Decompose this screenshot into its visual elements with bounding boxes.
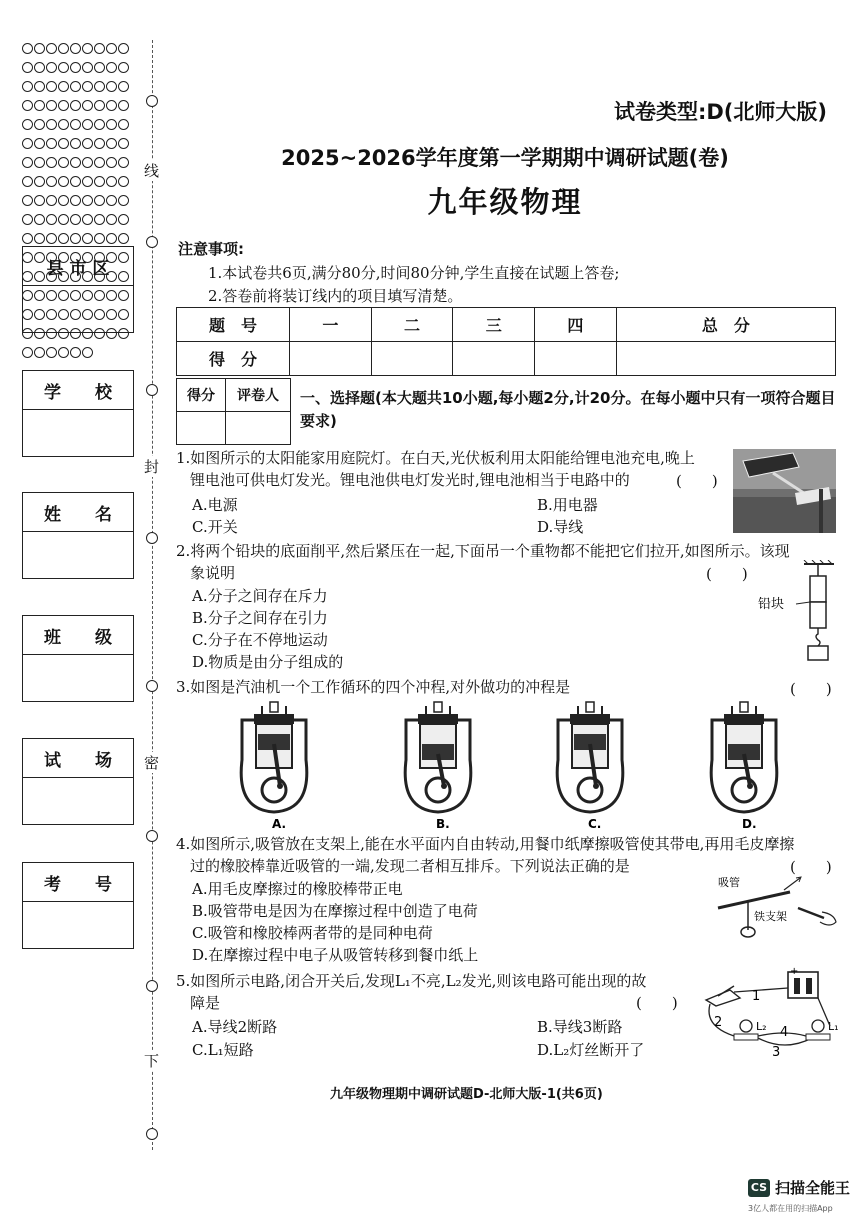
perforation-dot [58, 119, 69, 130]
perforation-dot [34, 119, 45, 130]
page-footer: 九年级物理期中调研试题D-北师大版-1(共6页) [330, 1087, 603, 1102]
engine-stroke-3 [557, 702, 623, 831]
score-header-cell: 四 [535, 308, 617, 342]
option[interactable]: B.分子之间存在引力 [192, 609, 328, 627]
perforation-dot [34, 62, 45, 73]
perforation-dot [46, 138, 57, 149]
perforation-dot [82, 119, 93, 130]
perforation-dot [118, 119, 129, 130]
info-label: 班 级 [23, 616, 133, 655]
perforation-dot [46, 195, 57, 206]
grader-label: 评卷人 [226, 379, 291, 412]
scanner-logo-icon: CS [748, 1179, 770, 1197]
perforation-dot [46, 119, 57, 130]
question-5-stem [176, 970, 716, 1014]
notes-heading: 注意事项: [178, 240, 244, 258]
figure-label: 4 [780, 1025, 789, 1040]
option[interactable]: B.导线3断路 [537, 1018, 623, 1036]
straw-figure [712, 872, 840, 944]
perforation-dot [106, 100, 117, 111]
perforation-dot [82, 347, 93, 358]
perforation-dot [46, 176, 57, 187]
option[interactable]: A.导线2断路 [192, 1018, 278, 1036]
perforation-dot [22, 214, 33, 225]
option[interactable]: D.物质是由分子组成的 [192, 653, 344, 671]
exam-title: 2025~2026学年度第一学期期中调研试题(卷) [281, 146, 729, 170]
answer-paren[interactable]: ( ) [790, 858, 832, 876]
cut-line-hole [146, 384, 158, 396]
cut-line-hole [146, 236, 158, 248]
solar-lamp-photo [733, 449, 836, 533]
stem-line: 1.如图所示的太阳能家用庭院灯。在白天,光伏板利用太阳能给锂电池充电,晚上 [176, 449, 695, 467]
cut-word: 密 [144, 754, 160, 772]
perforation-dot [118, 195, 129, 206]
perforation-dot [70, 214, 81, 225]
score-header-cell: 一 [290, 308, 372, 342]
perforation-dot [118, 100, 129, 111]
info-label: 学 校 [23, 371, 133, 410]
perforation-dot [94, 100, 105, 111]
perforation-dot [46, 100, 57, 111]
figure-label: 2 [714, 1015, 723, 1030]
perforation-dot [94, 43, 105, 54]
perforation-dot [118, 214, 129, 225]
option[interactable]: A.电源 [192, 496, 238, 514]
section-title: 一、选择题(本大题共10小题,每小题2分,计20分。在每小题中只有一项符合题目要求) [300, 389, 836, 430]
stem-line: 4.如图所示,吸管放在支架上,能在水平面内自由转动,用餐巾纸摩擦吸管使其带电,再用毛皮摩擦 [176, 835, 795, 853]
option[interactable]: C.L₁短路 [192, 1041, 254, 1059]
perforation-pattern [22, 40, 140, 230]
grader-score-cell[interactable] [177, 412, 226, 445]
perforation-dot [22, 347, 33, 358]
subject-title: 九年级物理 [427, 185, 583, 219]
cut-line-hole [146, 95, 158, 107]
perforation-dot [106, 119, 117, 130]
perforation-dot [94, 81, 105, 92]
score-cell[interactable] [616, 342, 835, 376]
perforation-dot [34, 347, 45, 358]
perforation-dot [22, 195, 33, 206]
perforation-dot [22, 157, 33, 168]
perforation-dot [118, 62, 129, 73]
perforation-dot [34, 176, 45, 187]
score-row-label: 得 分 [177, 342, 290, 376]
perforation-dot [46, 81, 57, 92]
stem-line: 锂电池可供电灯发光。锂电池供电灯发光时,锂电池相当于电路中的 [190, 471, 630, 489]
figure-label: 1 [752, 989, 761, 1004]
perforation-dot [58, 214, 69, 225]
perforation-dot [70, 347, 81, 358]
stem-line: 2.将两个铅块的底面削平,然后紧压在一起,下面吊一个重物都不能把它们拉开,如图所示。该现 [176, 542, 790, 560]
perforation-dot [70, 195, 81, 206]
perforation-dot [118, 138, 129, 149]
perforation-dot [22, 119, 33, 130]
paper-type: 试卷类型:D(北师大版) [613, 100, 827, 124]
perforation-dot [70, 233, 81, 244]
answer-paren[interactable]: ( ) [790, 680, 832, 698]
engine-strokes-figure [236, 700, 836, 832]
option[interactable]: B.吸管带电是因为在摩擦过程中创造了电荷 [192, 902, 478, 920]
engine-label: C. [588, 817, 602, 831]
perforation-dot [46, 233, 57, 244]
info-box-name[interactable] [22, 492, 134, 579]
answer-paren[interactable]: ( ) [676, 472, 718, 490]
info-fill-area[interactable] [23, 286, 133, 332]
info-box-room[interactable] [22, 738, 134, 825]
perforation-dot [22, 81, 33, 92]
perforation-dot [94, 157, 105, 168]
info-label: 县 市 区 [23, 247, 133, 286]
stem-line: 5.如图所示电路,闭合开关后,发现L₁不亮,L₂发光,则该电路可能出现的故 [176, 972, 647, 990]
grader-cell[interactable] [226, 412, 291, 445]
perforation-dot [70, 43, 81, 54]
answer-paren[interactable]: ( ) [706, 565, 748, 583]
cut-line-hole [146, 980, 158, 992]
scanner-tagline: 3亿人都在用的扫描App [748, 1204, 833, 1213]
score-table [176, 307, 836, 376]
option[interactable]: D.导线 [537, 518, 584, 536]
score-header-cell: 三 [453, 308, 535, 342]
perforation-dot [34, 138, 45, 149]
info-fill-area[interactable] [23, 902, 133, 948]
engine-stroke-4 [711, 702, 777, 831]
perforation-dot [22, 62, 33, 73]
cut-line-hole [146, 1128, 158, 1140]
engine-label: A. [272, 817, 287, 831]
stem-line: 障是 [190, 994, 221, 1012]
perforation-dot [34, 157, 45, 168]
score-cell[interactable] [535, 342, 617, 376]
cut-line-hole [146, 680, 158, 692]
perforation-dot [58, 233, 69, 244]
score-header-cell: 题 号 [177, 308, 290, 342]
question-4-stem [176, 833, 841, 877]
perforation-dot [58, 138, 69, 149]
perforation-dot [58, 100, 69, 111]
question-3-stem: 3.如图是汽油机一个工作循环的四个冲程,对外做功的冲程是 [176, 678, 571, 696]
cut-line-hole [146, 532, 158, 544]
perforation-dot [82, 176, 93, 187]
perforation-dot [34, 100, 45, 111]
perforation-dot [58, 157, 69, 168]
figure-label: L₁ [828, 1020, 839, 1033]
option[interactable]: D.L₂灯丝断开了 [537, 1041, 645, 1059]
cut-word: 封 [144, 458, 160, 476]
cut-word: 线 [144, 162, 160, 180]
perforation-dot [58, 43, 69, 54]
perforation-dot [106, 157, 117, 168]
perforation-dot [106, 138, 117, 149]
option[interactable]: C.吸管和橡胶棒两者带的是同种电荷 [192, 924, 433, 942]
figure-label: 铁支架 [754, 910, 787, 923]
perforation-dot [82, 43, 93, 54]
engine-label: B. [436, 817, 450, 831]
info-label: 姓 名 [23, 493, 133, 532]
score-header-cell: 二 [371, 308, 453, 342]
answer-paren[interactable]: ( ) [636, 994, 678, 1012]
perforation-dot [34, 43, 45, 54]
circuit-figure [700, 966, 842, 1058]
perforation-dot [106, 233, 117, 244]
perforation-dot [94, 138, 105, 149]
perforation-dot [118, 157, 129, 168]
figure-label: L₂ [756, 1020, 767, 1033]
perforation-dot [106, 176, 117, 187]
perforation-dot [70, 176, 81, 187]
perforation-dot [106, 195, 117, 206]
perforation-dot [58, 347, 69, 358]
perforation-dot [58, 195, 69, 206]
score-cell[interactable] [290, 342, 372, 376]
perforation-dot [106, 62, 117, 73]
perforation-dot [46, 43, 57, 54]
info-box-class[interactable] [22, 615, 134, 702]
perforation-dot [118, 233, 129, 244]
scanner-brand: 扫描全能王 [775, 1179, 851, 1197]
info-fill-area[interactable] [23, 410, 133, 456]
cut-line-hole [146, 830, 158, 842]
perforation-dot [22, 100, 33, 111]
grader-table [176, 378, 291, 445]
perforation-dot [82, 195, 93, 206]
stem-line: 象说明 [190, 564, 236, 582]
grader-score-label: 得分 [177, 379, 226, 412]
info-label: 试 场 [23, 739, 133, 778]
perforation-dot [82, 157, 93, 168]
option[interactable]: C.分子在不停地运动 [192, 631, 328, 649]
score-cell[interactable] [371, 342, 453, 376]
perforation-dot [46, 214, 57, 225]
perforation-dot [94, 119, 105, 130]
figure-label: 3 [772, 1045, 781, 1058]
perforation-dot [82, 138, 93, 149]
info-fill-area[interactable] [23, 655, 133, 701]
info-box-county[interactable] [22, 246, 134, 333]
perforation-dot [82, 214, 93, 225]
perforation-dot [82, 81, 93, 92]
perforation-dot [70, 100, 81, 111]
option[interactable]: A.分子之间存在斥力 [192, 587, 328, 605]
perforation-dot [58, 176, 69, 187]
perforation-dot [94, 176, 105, 187]
lead-blocks-figure [758, 560, 838, 662]
perforation-dot [118, 43, 129, 54]
info-box-school[interactable] [22, 370, 134, 457]
perforation-dot [46, 157, 57, 168]
perforation-dot [82, 62, 93, 73]
note-item: 1.本试卷共6页,满分80分,时间80分钟,学生直接在试题上答卷; [208, 264, 620, 282]
note-item: 2.答卷前将装订线内的项目填写清楚。 [208, 287, 463, 305]
info-box-number[interactable] [22, 862, 134, 949]
option[interactable]: B.用电器 [537, 496, 598, 514]
cut-word: 下 [144, 1052, 160, 1070]
engine-label: D. [742, 817, 757, 831]
perforation-dot [94, 62, 105, 73]
scanner-watermark [748, 1177, 851, 1213]
perforation-dot [46, 347, 57, 358]
option[interactable]: D.在摩擦过程中电子从吸管转移到餐巾纸上 [192, 946, 479, 964]
option[interactable]: A.用毛皮摩擦过的橡胶棒带正电 [192, 880, 403, 898]
perforation-dot [70, 138, 81, 149]
perforation-dot [58, 62, 69, 73]
perforation-dot [34, 214, 45, 225]
perforation-dot [106, 43, 117, 54]
figure-label: 铅块 [758, 597, 785, 612]
perforation-dot [70, 157, 81, 168]
engine-stroke-2 [405, 702, 471, 831]
stem-line: 过的橡胶棒靠近吸管的一端,发现二者相互排斥。下列说法正确的是 [190, 857, 630, 875]
question-1-stem [176, 447, 736, 491]
perforation-dot [118, 176, 129, 187]
figure-label: 吸管 [718, 876, 740, 889]
perforation-dot [34, 195, 45, 206]
perforation-dot [22, 176, 33, 187]
perforation-dot [34, 81, 45, 92]
perforation-dot [70, 62, 81, 73]
engine-stroke-1 [241, 702, 307, 831]
perforation-dot [82, 100, 93, 111]
info-fill-area[interactable] [23, 532, 133, 578]
perforation-dot [106, 81, 117, 92]
info-fill-area[interactable] [23, 778, 133, 824]
perforation-dot [22, 43, 33, 54]
perforation-dot [70, 81, 81, 92]
perforation-dot [58, 81, 69, 92]
perforation-dot [118, 81, 129, 92]
info-label: 考 号 [23, 863, 133, 902]
perforation-dot [106, 214, 117, 225]
svg-text:+: + [790, 966, 799, 977]
perforation-dot [22, 138, 33, 149]
perforation-dot [94, 195, 105, 206]
perforation-dot [46, 62, 57, 73]
perforation-dot [22, 233, 33, 244]
option[interactable]: C.开关 [192, 518, 238, 536]
score-header-cell: 总 分 [616, 308, 835, 342]
perforation-dot [70, 119, 81, 130]
perforation-dot [34, 233, 45, 244]
score-cell[interactable] [453, 342, 535, 376]
perforation-dot [94, 233, 105, 244]
perforation-dot [94, 214, 105, 225]
perforation-dot [82, 233, 93, 244]
